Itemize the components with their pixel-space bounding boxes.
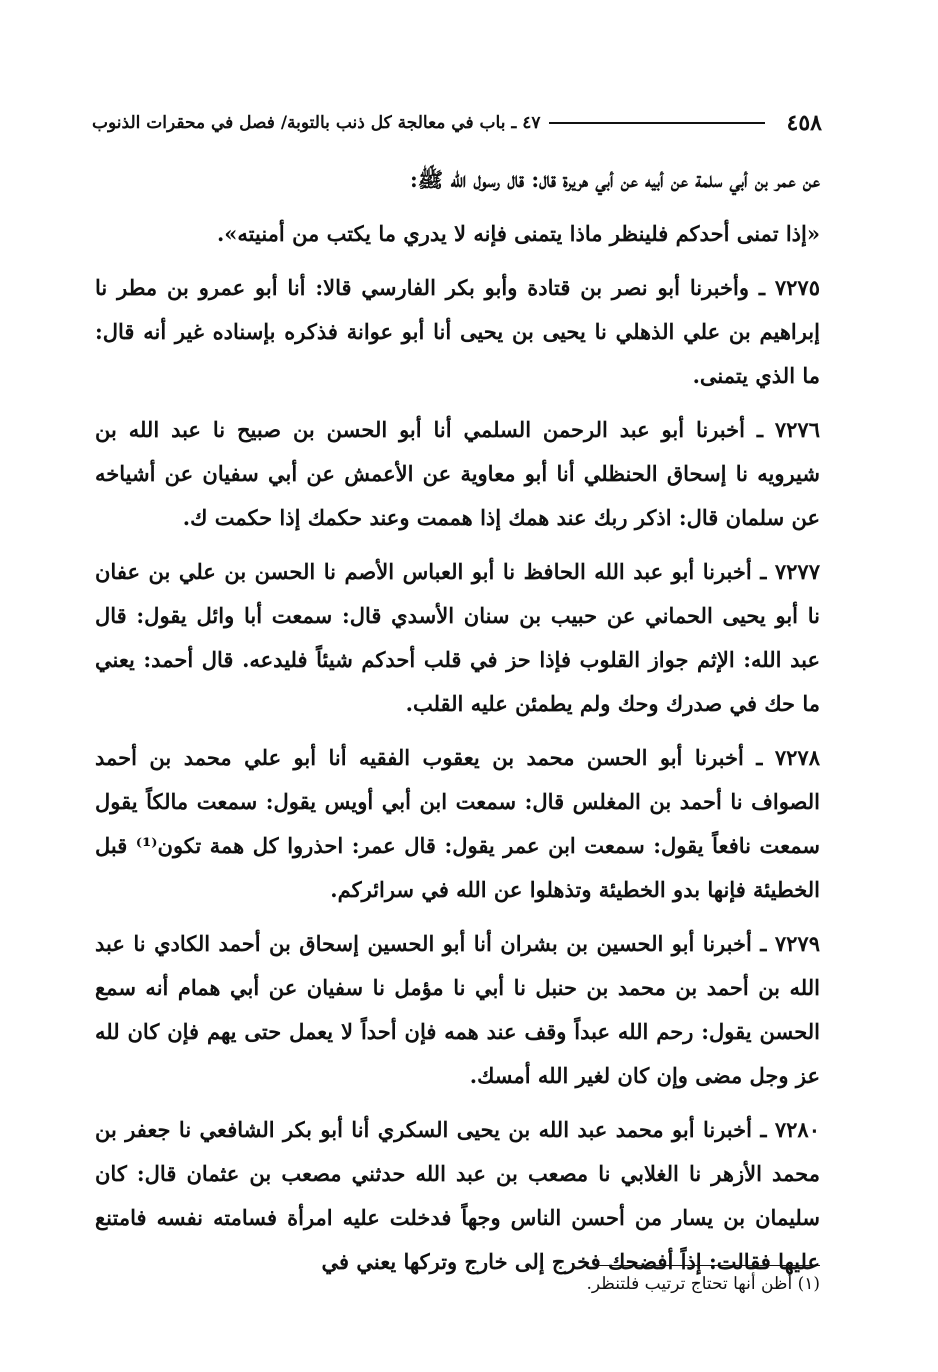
page-number: ٤٥٨ <box>786 110 822 136</box>
paragraph: عن عمر بن أبي سلمة عن أبيه عن أبي هريرة قال: قال رسول الله ﷺ: <box>410 167 820 192</box>
running-header <box>92 106 822 140</box>
footnote-rule <box>595 1265 820 1266</box>
body-text <box>95 158 820 1290</box>
paragraph-7279: ٧٢٧٩ ـ أخبرنا أبو الحسين بن بشران أنا أبو الحسين إسحاق بن أحمد الكادي نا عبد الله بن أحمد بن محمد بن حنبل نا أبي نا مؤمل نا سفيان عن أبي همام أنه سمع الحسن يقول: رحم الله عبداً وقف عند همه فإن أحداً لا يعمل حتى يهم فإن كان لله عز وجل مضى وإن كان لغير الله أمسك. <box>95 931 820 1088</box>
header-title: ٤٧ ـ باب في معالجة كل ذنب بالتوبة/ فصل في محقرات الذنوب <box>92 113 541 133</box>
header-rule <box>549 122 765 124</box>
paragraph-7277: ٧٢٧٧ ـ أخبرنا أبو عبد الله الحافظ نا أبو العباس الأصم نا الحسن بن علي بن عفان نا أبو يحيى الحماني عن حبيب بن سنان الأسدي قال: سمعت أبا وائل يقول: قال عبد الله: الإثم جواز القلوب فإذا حز في قلب أحدكم شيئاً فليدعه. قال أحمد: يعني ما حك في صدرك وحك ولم يطمئن عليه القلب. <box>95 559 820 716</box>
footnote: (١) أظن أنها تحتاج ترتيب فلتنظر. <box>586 1274 820 1294</box>
paragraph-7280: ٧٢٨٠ ـ أخبرنا أبو محمد عبد الله بن يحيى السكري أنا أبو بكر الشافعي نا جعفر بن محمد الأزهر نا الغلابي نا مصعب بن عبد الله حدثني مصعب بن عثمان قال: كان سليمان بن يسار من أحسن الناس وجهاً فدخلت عليه امرأة فسامته نفسه فامتنع عليها فقالت: إذاً أفضحك فخرج إلى خارج وتركها يعني في <box>95 1117 820 1274</box>
paragraph-7276: ٧٢٧٦ ـ أخبرنا أبو عبد الرحمن السلمي أنا أبو الحسن بن صبيح نا عبد الله بن شيرويه نا إسحاق الحنظلي أنا أبو معاوية عن الأعمش عن أبي سفيان عن أشياخه عن سلمان قال: اذكر ربك عند همك إذا هممت وعند حكمك إذا حكمت ك. <box>95 417 820 530</box>
hadith-quote: «إذا تمنى أحدكم فلينظر ماذا يتمنى فإنه لا يدري ما يكتب من أمنيته». <box>216 221 820 246</box>
paragraph-7278: ٧٢٧٨ ـ أخبرنا أبو الحسن محمد بن يعقوب الفقيه أنا أبو علي محمد بن أحمد الصواف نا أحمد بن المغلس قال: سمعت ابن أبي أويس يقول: سمعت مالكاً يقول سمعت نافعاً يقول: سمعت ابن عمر يقول: قال عمر: احذروا كل همة تكون⁽¹⁾ قبل الخطيئة فإنها بدو الخطيئة وتذهلوا عن الله في سرائركم. <box>95 745 820 902</box>
paragraph-7275: ٧٢٧٥ ـ وأخبرنا أبو نصر بن قتادة وأبو بكر الفارسي قالا: أنا أبو عمرو بن مطر نا إبراهيم بن علي الذهلي نا يحيى بن يحيى أنا أبو عوانة فذكره بإسناده غير أنه قال: ما الذي يتمنى. <box>95 275 820 388</box>
